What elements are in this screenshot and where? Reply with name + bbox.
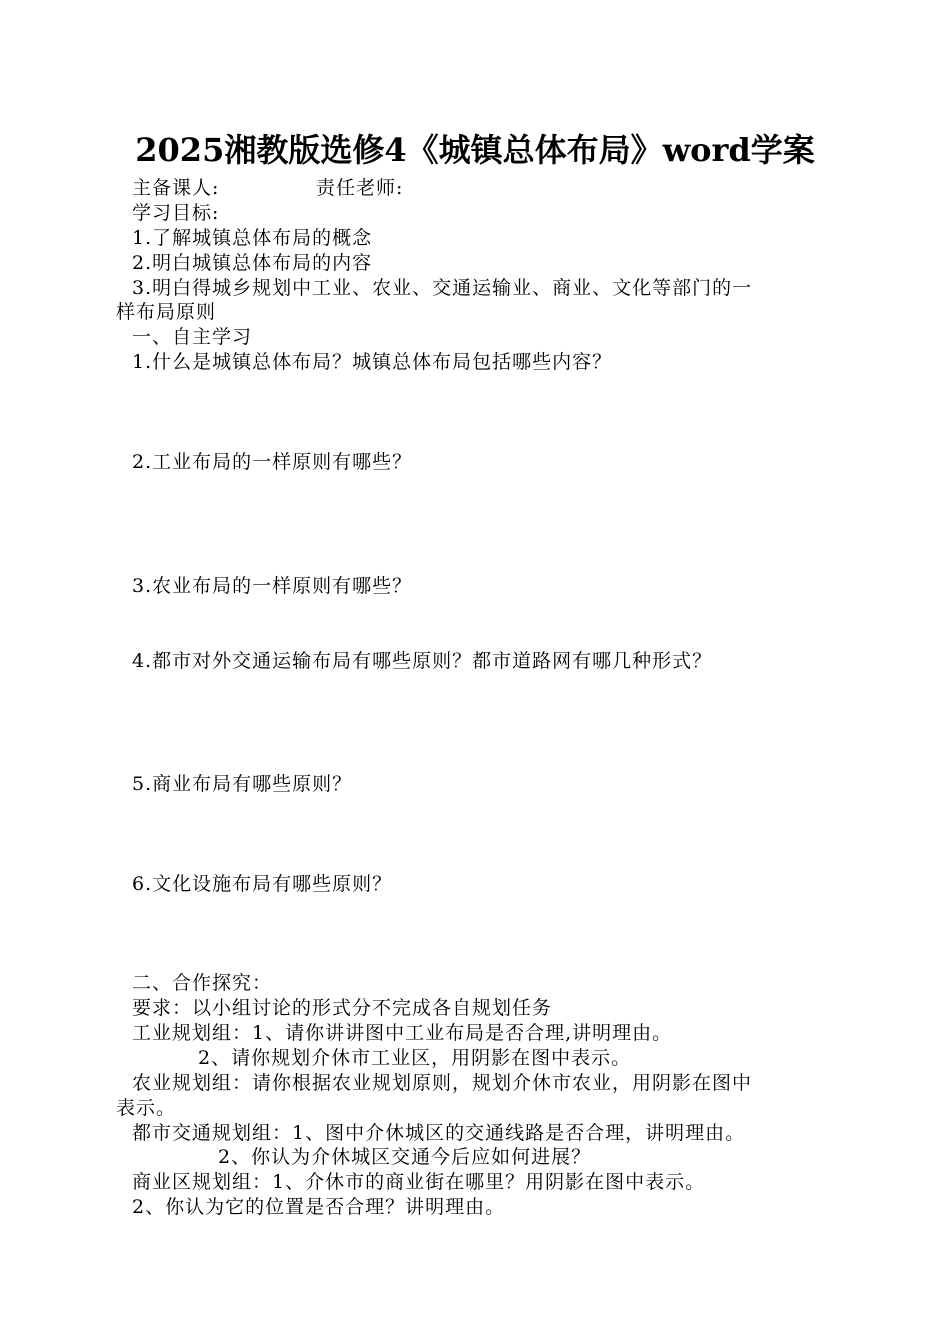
- objective-item-3-line-2: 样布局原则: [116, 301, 217, 323]
- objective-item-1: 1.了解城镇总体布局的概念: [132, 227, 373, 249]
- cooperation-heading: 二、合作探究：: [132, 972, 273, 994]
- self-study-question-4: 4.都市对外交通运输布局有哪些原则？都市道路网有哪几种形式？: [132, 650, 713, 672]
- transport-group-task-1: 都市交通规划组：1、图中介休城区的交通线路是否合理，讲明理由。: [132, 1122, 746, 1144]
- transport-group-task-2: 2、你认为介休城区交通今后应如何进展？: [218, 1146, 592, 1168]
- self-study-heading: 一、自主学习: [132, 326, 253, 348]
- objective-item-2: 2.明白城镇总体布局的内容: [132, 252, 373, 274]
- self-study-question-1: 1.什么是城镇总体布局？城镇总体布局包括哪些内容？: [132, 351, 613, 373]
- objective-item-3-line-1: 3.明白得城乡规划中工业、农业、交通运输业、商业、文化等部门的一: [132, 277, 753, 299]
- industry-group-task-2: 2、请你规划介休市工业区，用阴影在图中表示。: [198, 1047, 632, 1069]
- responsible-teacher-label: 责任老师:: [316, 177, 404, 199]
- document-title: 2025湘教版选修4《城镇总体布局》word学案: [135, 131, 815, 169]
- agriculture-group-task-line-1: 农业规划组：请你根据农业规划原则，规划介休市农业，用阴影在图中: [132, 1072, 753, 1094]
- commerce-group-task-1: 商业区规划组：1、介休市的商业街在哪里？用阴影在图中表示。: [132, 1171, 706, 1193]
- commerce-group-task-2: 2、你认为它的位置是否合理？讲明理由。: [132, 1196, 506, 1218]
- self-study-question-6: 6.文化设施布局有哪些原则？: [132, 873, 393, 895]
- objectives-heading: 学习目标:: [132, 202, 220, 224]
- self-study-question-5: 5.商业布局有哪些原则？: [132, 773, 353, 795]
- self-study-question-2: 2.工业布局的一样原则有哪些？: [132, 451, 413, 473]
- self-study-question-3: 3.农业布局的一样原则有哪些？: [132, 575, 413, 597]
- agriculture-group-task-line-2: 表示。: [116, 1097, 177, 1119]
- lead-teacher-label: 主备课人:: [132, 177, 220, 199]
- industry-group-task-1: 工业规划组：1、请你讲讲图中工业布局是否合理,讲明理由。: [132, 1022, 673, 1044]
- cooperation-requirement: 要求：以小组讨论的形式分不完成各自规划任务: [132, 997, 553, 1019]
